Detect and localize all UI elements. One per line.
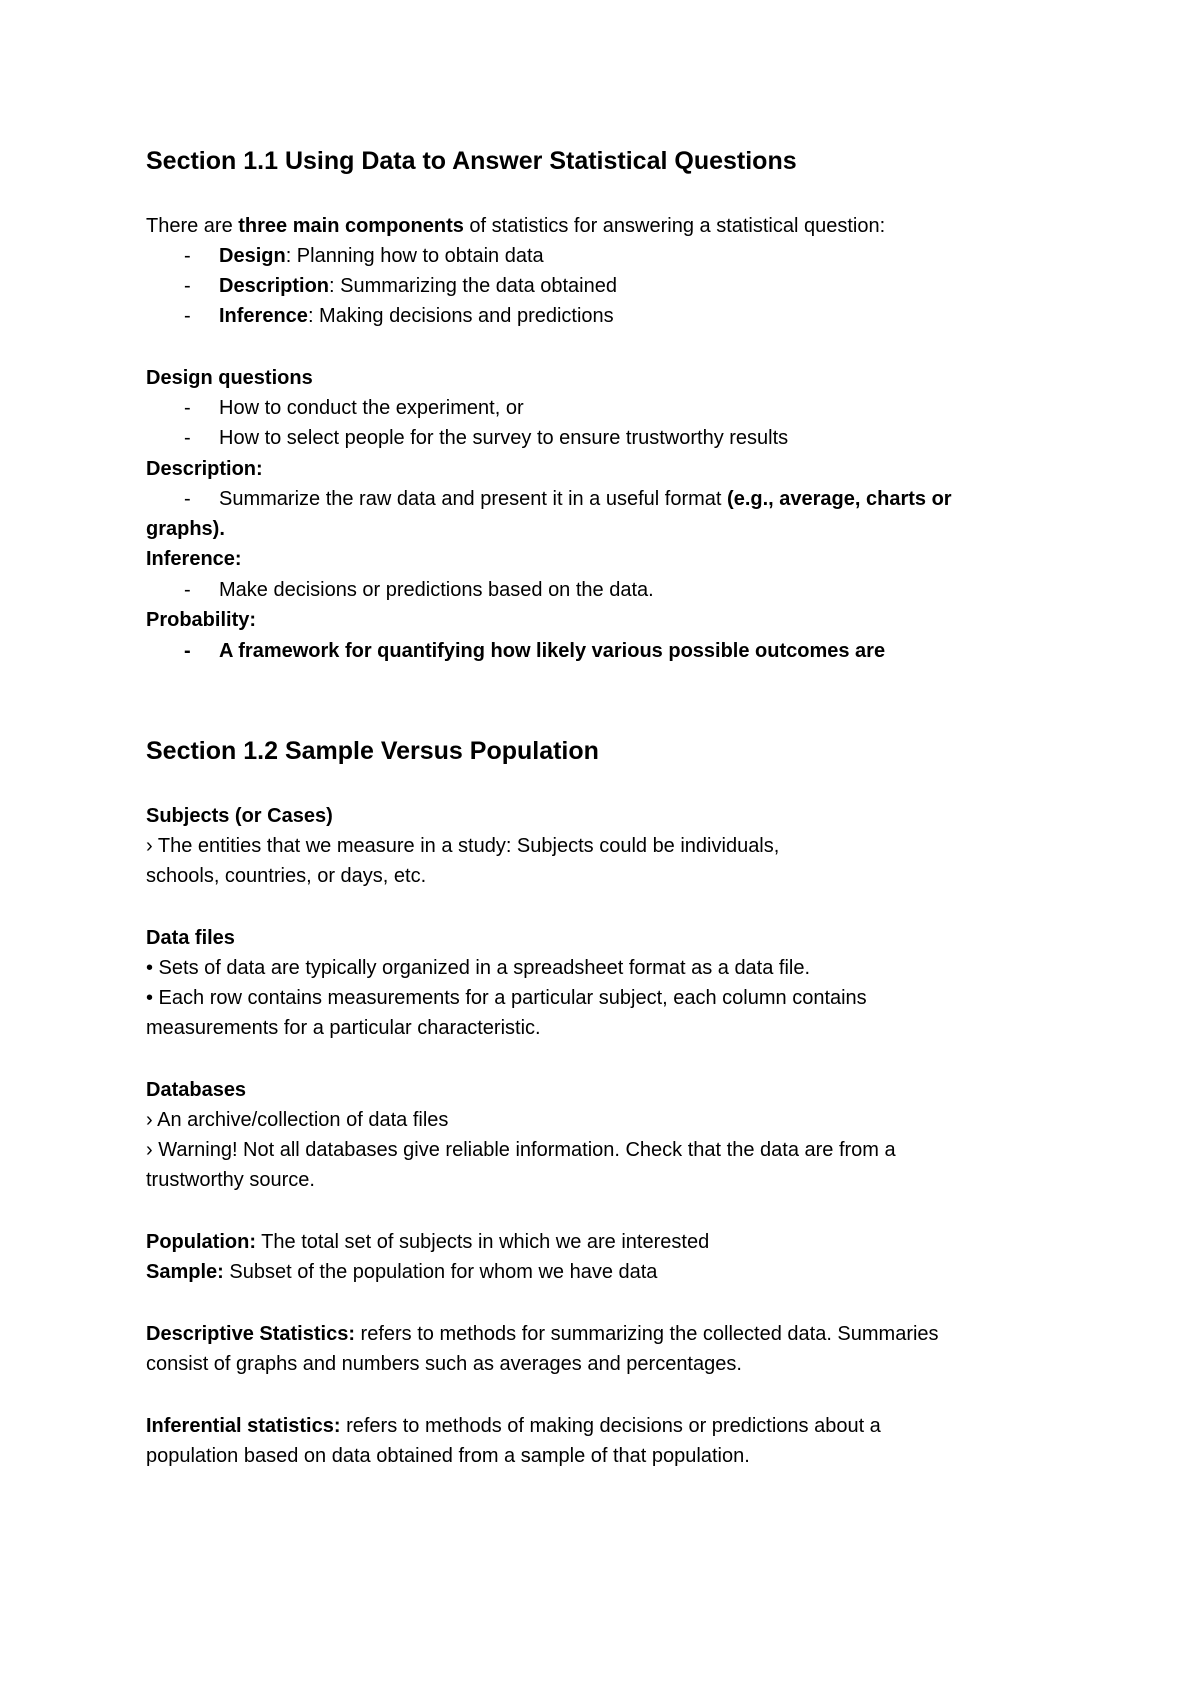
databases-line: trustworthy source. [146, 1169, 315, 1191]
databases-line: › Warning! Not all databases give reliable information. Check that the data are from a [146, 1139, 896, 1161]
component-term: Design [219, 245, 286, 267]
intro-post: of statistics for answering a statistical question: [463, 215, 886, 237]
descriptive-definition [146, 1320, 939, 1348]
inferential-term: Inferential statistics: [146, 1415, 341, 1437]
design-question-text: How to conduct the experiment, or [219, 397, 524, 419]
descriptive-term: Descriptive Statistics: [146, 1323, 355, 1345]
component-desc: : Summarizing the data obtained [329, 275, 617, 297]
section-1-1-title: Section 1.1 Using Data to Answer Statistical Questions [146, 147, 797, 175]
component-desc: : Planning how to obtain data [285, 245, 544, 267]
intro-line [146, 212, 885, 240]
bullet-dash: - [184, 397, 191, 419]
sample-term: Sample: [146, 1261, 224, 1283]
bullet-dash: - [184, 245, 191, 267]
design-question-text: How to select people for the survey to ensure trustworthy results [219, 427, 789, 449]
population-definition [146, 1228, 709, 1256]
bullet-dash: - [184, 579, 191, 601]
description-heading: Description: [146, 458, 263, 480]
component-term: Inference [219, 305, 308, 327]
data-files-line: measurements for a particular characteristic. [146, 1017, 541, 1039]
databases-line: › An archive/collection of data files [146, 1109, 449, 1131]
bullet-dash: - [184, 488, 191, 510]
inferential-continuation: population based on data obtained from a sample of that population. [146, 1445, 750, 1467]
bullet-dash: - [184, 305, 191, 327]
description-bold: (e.g., average, charts or [727, 488, 952, 510]
descriptive-continuation: consist of graphs and numbers such as averages and percentages. [146, 1353, 742, 1375]
component-term: Description [219, 275, 330, 297]
intro-pre: There are [146, 215, 239, 237]
inference-heading: Inference: [146, 548, 242, 570]
bullet-dash: - [184, 640, 191, 662]
inferential-definition [146, 1412, 881, 1440]
descriptive-text: refers to methods for summarizing the collected data. Summaries [354, 1323, 939, 1345]
component-desc: : Making decisions and predictions [307, 305, 614, 327]
section-1-2-title: Section 1.2 Sample Versus Population [146, 737, 599, 765]
design-questions-heading: Design questions [146, 367, 313, 389]
inference-text: Make decisions or predictions based on the data. [219, 579, 654, 601]
description-bold-continuation: graphs). [146, 518, 225, 540]
sample-definition [146, 1258, 657, 1286]
data-files-heading: Data files [146, 927, 235, 949]
probability-text: A framework for quantifying how likely various possible outcomes are [219, 640, 886, 662]
bullet-dash: - [184, 427, 191, 449]
databases-heading: Databases [146, 1079, 247, 1101]
subjects-line: schools, countries, or days, etc. [146, 865, 427, 887]
sample-text: Subset of the population for whom we have data [223, 1261, 658, 1283]
intro-bold: three main components [238, 215, 464, 237]
probability-heading: Probability: [146, 609, 257, 631]
data-files-line: • Sets of data are typically organized in a spreadsheet format as a data file. [146, 957, 811, 979]
population-text: The total set of subjects in which we are interested [255, 1231, 710, 1253]
data-files-line: • Each row contains measurements for a particular subject, each column contains [146, 987, 867, 1009]
bullet-dash: - [184, 275, 191, 297]
population-term: Population: [146, 1231, 256, 1253]
subjects-heading: Subjects (or Cases) [146, 805, 333, 827]
description-text: Summarize the raw data and present it in a useful format [219, 488, 728, 510]
subjects-line: › The entities that we measure in a study: Subjects could be individuals, [146, 835, 780, 857]
inferential-text: refers to methods of making decisions or predictions about a [340, 1415, 881, 1437]
